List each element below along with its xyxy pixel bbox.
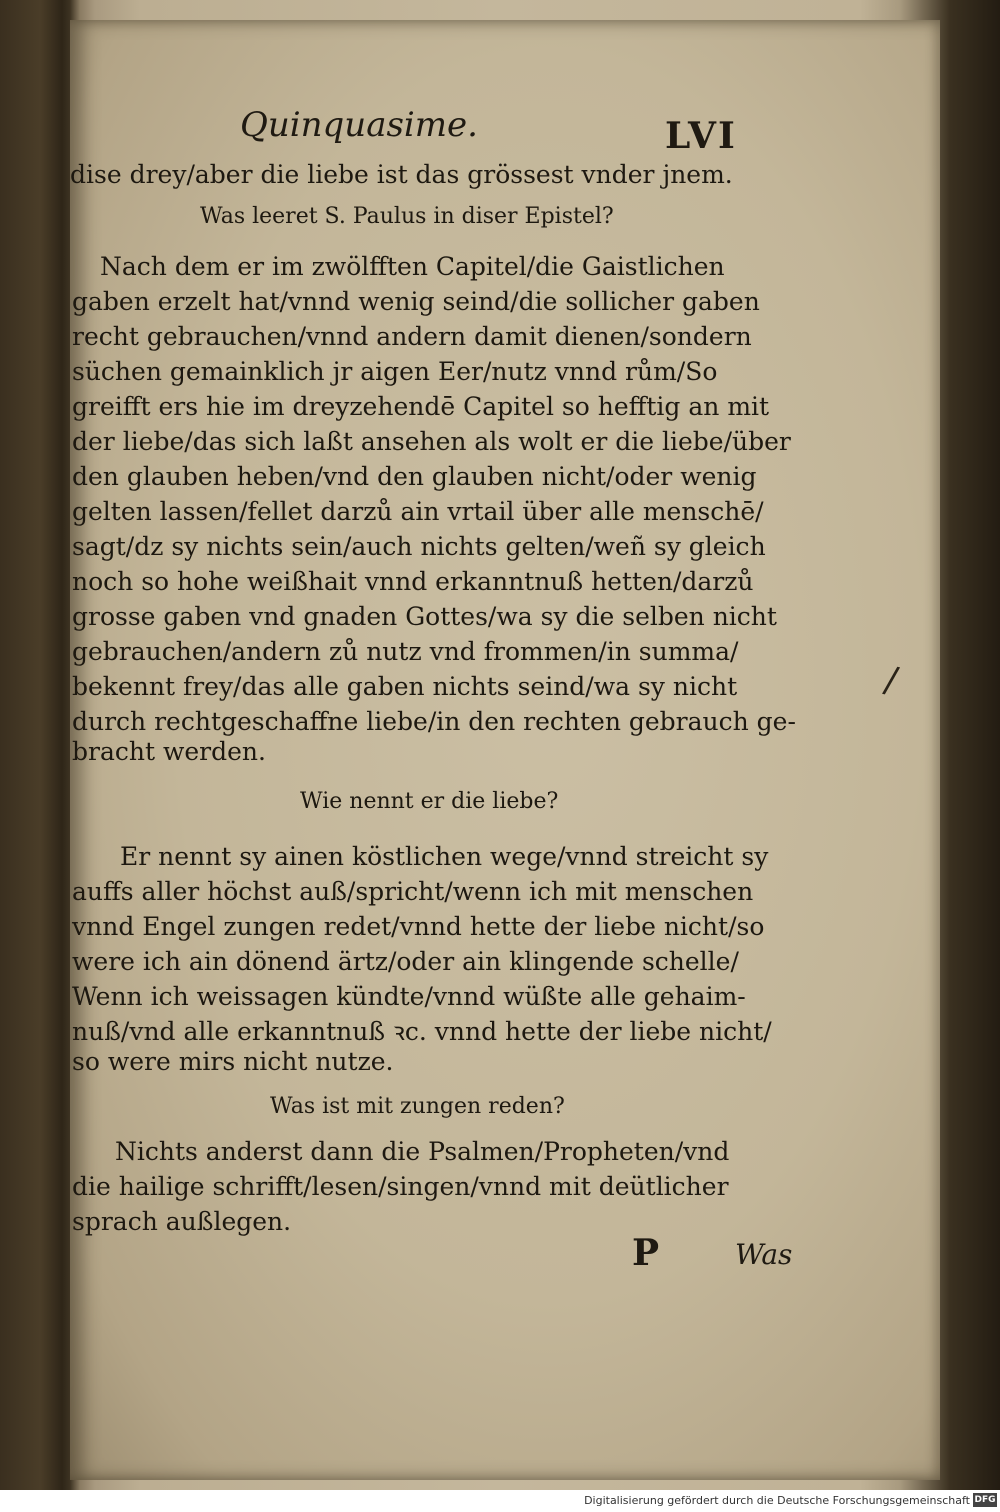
margin-mark: / bbox=[880, 659, 902, 702]
text-line: so were mirs nicht nutze. bbox=[72, 1047, 394, 1076]
running-title: Quinquasime. bbox=[240, 105, 478, 145]
question-heading: Wie nennt er die liebe? bbox=[300, 789, 559, 814]
text-line: dise drey/aber die liebe ist das grössest vnder jnem. bbox=[70, 160, 733, 189]
text-line: Wenn ich weissagen kündte/vnnd wüßte alle gehaim- bbox=[72, 982, 746, 1011]
text-line: die hailige schrifft/lesen/singen/vnnd mit deütlicher bbox=[72, 1172, 729, 1201]
text-line: recht gebrauchen/vnnd andern damit dienen/sondern bbox=[72, 322, 752, 351]
text-line: vnnd Engel zungen redet/vnnd hette der liebe nicht/so bbox=[72, 912, 765, 941]
text-line: noch so hohe weißhait vnnd erkanntnuß hetten/darzů bbox=[72, 567, 754, 596]
text-line: gebrauchen/andern zů nutz vnd frommen/in summa/ bbox=[72, 637, 739, 666]
text-line: greifft ers hie im dreyzehendē Capitel so hefftig an mit bbox=[72, 392, 770, 421]
text-line: nuß/vnd alle erkanntnuß ꝛc. vnnd hette der liebe nicht/ bbox=[72, 1017, 772, 1046]
text-line: were ich ain dönend ärtz/oder ain klingende schelle/ bbox=[72, 947, 739, 976]
text-line: süchen gemainklich jr aigen Eer/nutz vnnd rům/So bbox=[72, 357, 718, 386]
text-line: Er nennt sy ainen köstlichen wege/vnnd streicht sy bbox=[120, 842, 769, 871]
text-line: bekennt frey/das alle gaben nichts seind/wa sy nicht bbox=[72, 672, 738, 701]
text-line: gaben erzelt hat/vnnd wenig seind/die sollicher gaben bbox=[72, 287, 760, 316]
text-line: bracht werden. bbox=[72, 737, 266, 766]
question-heading: Was leeret S. Paulus in diser Epistel? bbox=[200, 204, 614, 229]
text-line: gelten lassen/fellet darzů ain vrtail über alle menschē/ bbox=[72, 497, 764, 526]
text-line: der liebe/das sich laßt ansehen als wolt er die liebe/über bbox=[72, 427, 791, 456]
text-line: Nach dem er im zwölfften Capitel/die Gaistlichen bbox=[100, 252, 725, 281]
signature-mark: P bbox=[632, 1232, 660, 1274]
text-line: auffs aller höchst auß/spricht/wenn ich mit menschen bbox=[72, 877, 754, 906]
dfg-logo: DFG bbox=[974, 1495, 996, 1505]
question-heading: Was ist mit zungen reden? bbox=[270, 1094, 565, 1119]
text-line: den glauben heben/vnd den glauben nicht/oder wenig bbox=[72, 462, 757, 491]
text-line: sprach außlegen. bbox=[72, 1207, 292, 1236]
folio-number: LVI bbox=[665, 115, 737, 157]
text-line: Nichts anderst dann die Psalmen/Propheten/vnd bbox=[115, 1137, 730, 1166]
text-line: sagt/dz sy nichts sein/auch nichts gelten/weñ sy gleich bbox=[72, 532, 766, 561]
footer-credit: Digitalisierung gefördert durch die Deutsche Forschungsgemeinschaft bbox=[584, 1494, 970, 1507]
text-line: durch rechtgeschaffne liebe/in den rechten gebrauch ge- bbox=[72, 707, 796, 736]
catchword: Was bbox=[735, 1238, 793, 1271]
text-line: grosse gaben vnd gnaden Gottes/wa sy die selben nicht bbox=[72, 602, 777, 631]
